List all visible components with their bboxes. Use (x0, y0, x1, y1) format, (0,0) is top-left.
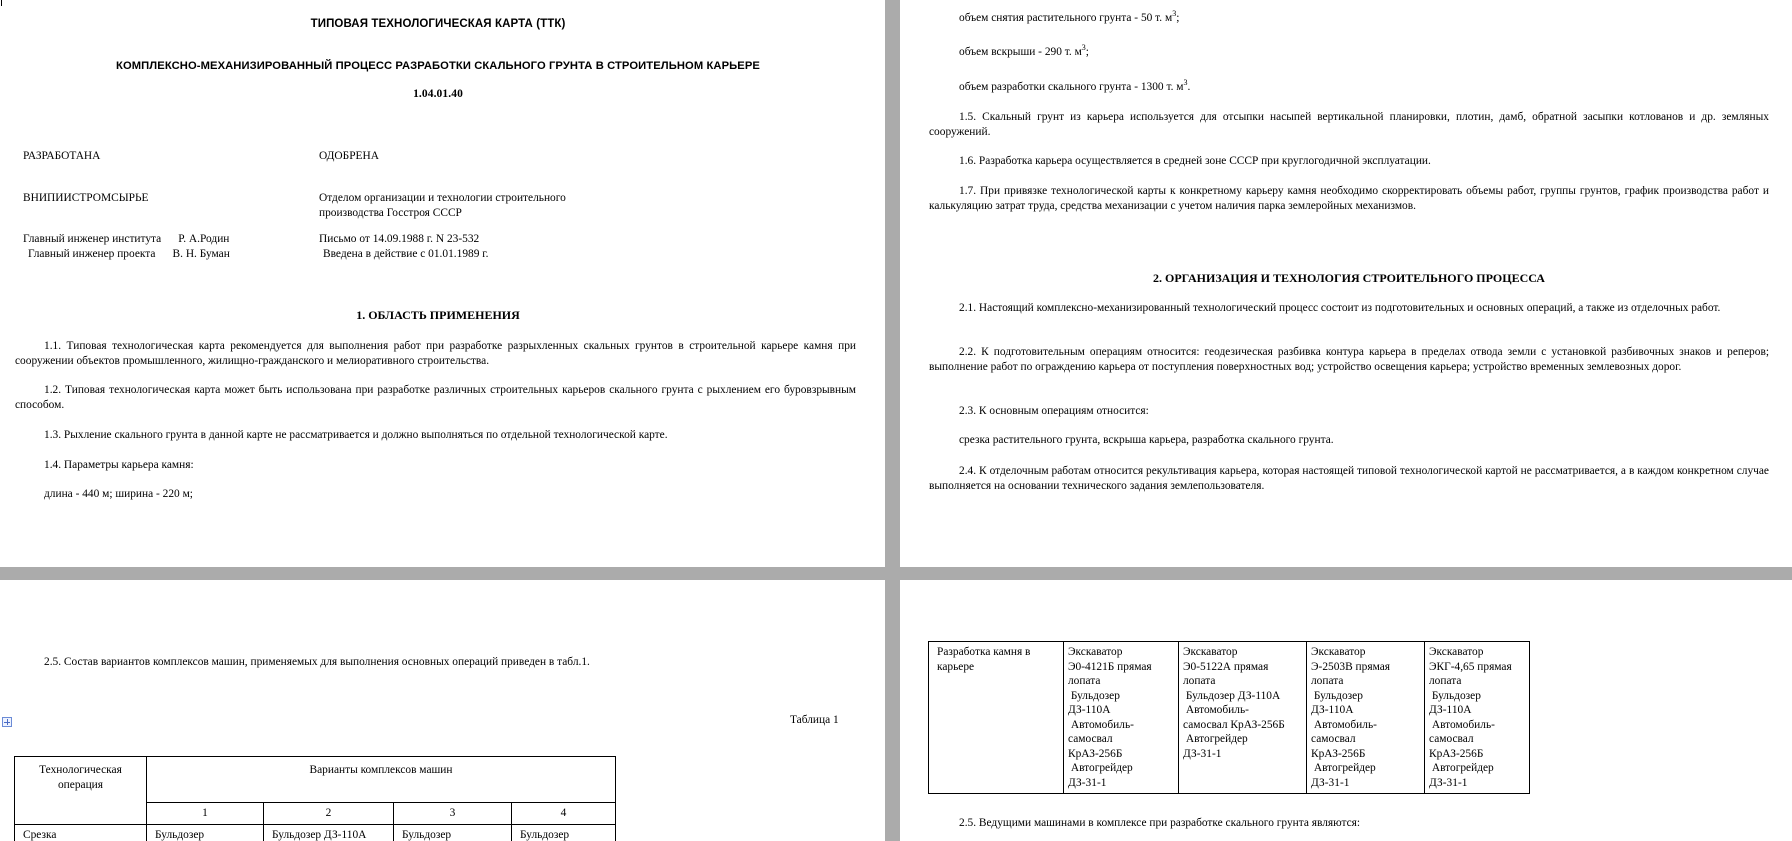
header-variants: Варианты комплексов машин (147, 757, 616, 803)
paragraph-1-3: 1.3. Рыхление скального грунта в данной карте не рассматривается и должно выполняться по отдельной технологической карте. (44, 429, 668, 441)
paragraph-2-1: 2.1. Настоящий комплексно-механизированный технологический процесс состоит из подготовительных и основных операций, а также из отделочных работ. (959, 302, 1721, 314)
machines-table-continued (928, 641, 1530, 794)
approved-label: ОДОБРЕНА (319, 150, 379, 162)
operation-cell: Срезка (15, 824, 147, 841)
document-subtitle: КОМПЛЕКСНО-МЕХАНИЗИРОВАННЫЙ ПРОЦЕСС РАЗРАБОТКИ СКАЛЬНОГО ГРУНТА В СТРОИТЕЛЬНОМ КАРЬЕРЕ (116, 60, 760, 72)
document-page-2 (900, 0, 1792, 567)
document-page-3 (0, 580, 885, 841)
table-move-handle-icon[interactable] (2, 717, 12, 727)
variant-number: 3 (394, 803, 512, 825)
paragraph-2-5-leading-machines: 2.5. Ведущими машинами в комплексе при разработке скального грунта являются: (959, 817, 1361, 829)
machine-cell: Бульдозер ДЗ-110А (264, 824, 394, 841)
text-cursor (1, 0, 2, 6)
volume-topsoil: объем снятия растительного грунта - 50 т. $м^3$; (959, 9, 1180, 24)
paragraph-1-1: 1.1. Типовая технологическая карта рекомендуется для выполнения работ при разработке разрыхленных скальных грунтов в строительной карьере камня при сооружении объектов промышленного, жилищно-гражданского и мелиоративного строительства. (15, 340, 856, 367)
table-label: Таблица 1 (790, 714, 839, 726)
quarry-dimensions: длина - 440 м; ширина - 220 м; (44, 488, 193, 500)
paragraph-2-4: 2.4. К отделочным работам относится рекультивация карьера, которая настоящей типовой технологической картой не рассматривается, а в каждом конкретном случае выполняется на основании технического задания землепользователя. (929, 465, 1769, 492)
machine-cell: Экскаватор ЭКГ-4,65 прямая лопата Бульдозер ДЗ-110А Автомобиль- самосвал КрАЗ-256Б Автогрейдер ДЗ-31-1 (1425, 642, 1530, 794)
document-page-1 (0, 0, 885, 567)
paragraph-2-3: 2.3. К основным операциям относится: (959, 405, 1149, 417)
paragraph-1-6: 1.6. Разработка карьера осуществляется в средней зоне СССР при круглогодичной эксплуатации. (959, 155, 1431, 167)
variant-number: 1 (147, 803, 264, 825)
letter-reference: Письмо от 14.09.1988 г. N 23-532 (319, 233, 480, 245)
machine-cell: Бульдозер (147, 824, 264, 841)
developer-org: ВНИПИИСТРОМСЫРЬЕ (23, 192, 149, 204)
paragraph-1-2: 1.2. Типовая технологическая карта может быть использована при разработке различных строительных карьеров скального грунта с рыхлением его буровзрывным способом. (15, 384, 856, 411)
machine-cell: Экскаватор Э0-5122А прямая лопата Бульдозер ДЗ-110А Автомобиль- самосвал КрАЗ-256Б Автогрейдер ДЗ-31-1 (1179, 642, 1307, 794)
section-1-title: 1. ОБЛАСТЬ ПРИМЕНЕНИЯ (356, 308, 520, 322)
machine-cell: Бульдозер (512, 824, 616, 841)
chief-engineer-institute: Главный инженер института Р. А.Родин (23, 233, 230, 245)
document-code: 1.04.01.40 (413, 88, 463, 100)
volume-rock: объем разработки скального грунта - 1300 т. $м^3$. (959, 78, 1191, 93)
paragraph-1-5: 1.5. Скальный грунт из карьера используется для отсыпки насыпей вертикальной планировки, плотин, дамб, обратной засыпки котлованов и др. земляных сооружений. (929, 111, 1769, 138)
approver-line-2: производства Госстроя СССР (319, 207, 462, 219)
machine-cell: Экскаватор Э-2503В прямая лопата Бульдозер ДЗ-110А Автомобиль- самосвал КрАЗ-256Б Автогрейдер ДЗ-31-1 (1307, 642, 1425, 794)
operation-cell: Разработка камня в карьере (929, 642, 1064, 794)
machines-table (14, 756, 616, 841)
developed-label: РАЗРАБОТАНА (23, 150, 101, 162)
variant-number: 4 (512, 803, 616, 825)
machine-cell: Экскаватор Э0-4121Б прямая лопата Бульдозер ДЗ-110А Автомобиль- самосвал КрАЗ-256Б Автогрейдер ДЗ-31-1 (1064, 642, 1179, 794)
header-operation: Технологическая операция (15, 757, 147, 825)
paragraph-2-2: 2.2. К подготовительным операциям относится: геодезическая разбивка контура карьера в пределах отвода земли с установкой разбивочных знаков и реперов; выполнение работ по ограждению карьера от поступления поверхностных вод; устройство освещения карьера; устройство временных землевозных дорог. (929, 346, 1769, 373)
variant-number: 2 (264, 803, 394, 825)
effective-date: Введена в действие с 01.01.1989 г. (323, 248, 489, 260)
approver-line-1: Отделом организации и технологии строительного (319, 192, 566, 204)
chief-engineer-project: Главный инженер проекта В. Н. Буман (28, 248, 230, 260)
paragraph-2-5: 2.5. Состав вариантов комплексов машин, применяемых для выполнения основных операций приведен в табл.1. (44, 656, 590, 668)
main-operations-list: срезка растительного грунта, вскрыша карьера, разработка скального грунта. (959, 434, 1334, 446)
paragraph-1-4: 1.4. Параметры карьера камня: (44, 459, 194, 471)
paragraph-1-7: 1.7. При привязке технологической карты к конкретному карьеру камня необходимо скорректировать объемы работ, группы грунтов, график производства работ и калькуляцию затрат труда, средства механизации с учетом наличия парка землеройных механизмов. (929, 185, 1769, 212)
volume-overburden: объем вскрыши - 290 т. $м^3$; (959, 43, 1089, 58)
section-2-title: 2. ОРГАНИЗАЦИЯ И ТЕХНОЛОГИЯ СТРОИТЕЛЬНОГО ПРОЦЕССА (1153, 271, 1545, 285)
document-page-4 (900, 580, 1792, 841)
machine-cell: Бульдозер (394, 824, 512, 841)
document-title: ТИПОВАЯ ТЕХНОЛОГИЧЕСКАЯ КАРТА (ТТК) (310, 18, 566, 30)
